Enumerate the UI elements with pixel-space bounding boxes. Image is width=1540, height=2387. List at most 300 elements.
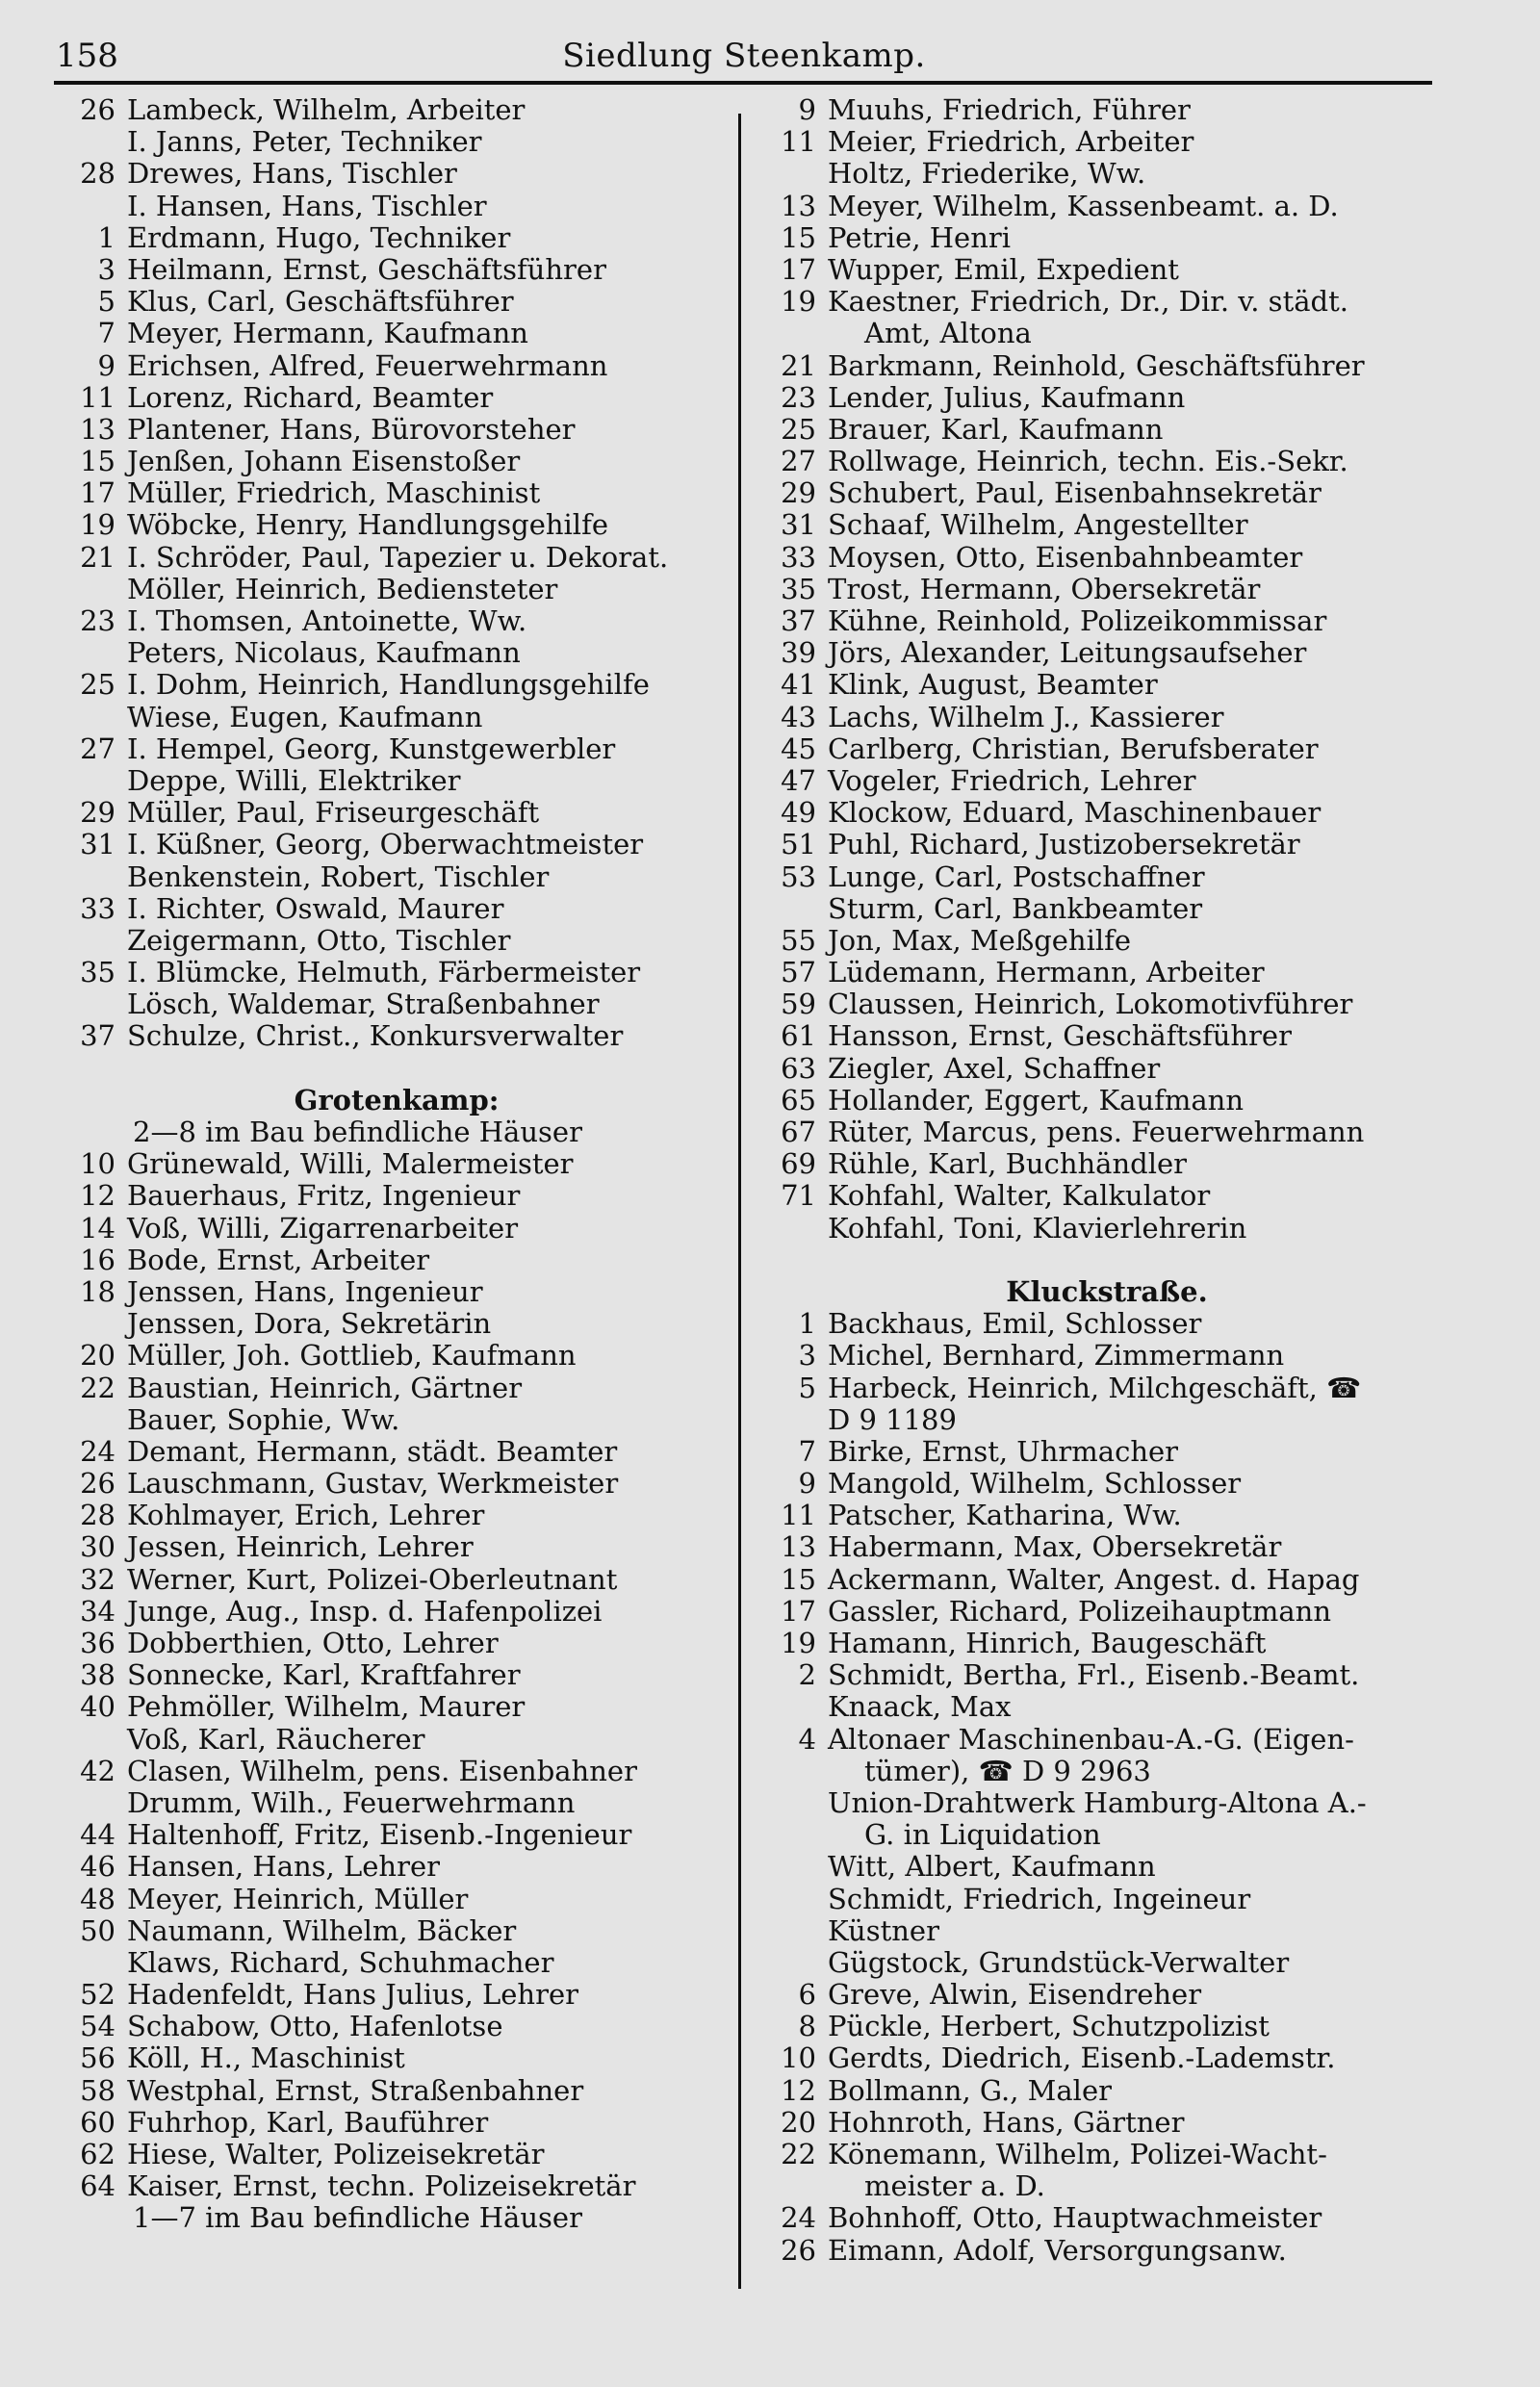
directory-entry xyxy=(60,1373,733,1404)
resident-text: Klaws, Richard, Schuhmacher xyxy=(127,1945,554,1979)
house-number: 60 xyxy=(80,2105,116,2139)
directory-entry xyxy=(760,1116,1453,1148)
resident-text: Ziegler, Axel, Schaffner xyxy=(828,1051,1161,1085)
resident-text: Köll, H., Maschinist xyxy=(127,2041,405,2075)
directory-entry xyxy=(760,988,1453,1020)
resident-text: Klus, Carl, Geschäftsführer xyxy=(127,285,514,319)
directory-entry xyxy=(60,1596,733,1628)
directory-entry xyxy=(760,318,1453,349)
resident-text: Werner, Kurt, Polizei-Oberleutnant xyxy=(127,1562,618,1596)
directory-entry xyxy=(760,861,1453,893)
house-number: 27 xyxy=(80,732,116,765)
house-number: 10 xyxy=(80,1147,116,1181)
house-number: 56 xyxy=(80,2041,116,2075)
construction-note: 2—8 im Bau befindliche Häuser xyxy=(133,1116,582,1148)
house-number: 29 xyxy=(781,476,816,510)
directory-entry xyxy=(60,988,733,1020)
directory-entry xyxy=(60,1468,733,1500)
page-number: 158 xyxy=(56,37,118,75)
house-number: 8 xyxy=(798,2010,816,2043)
directory-entry xyxy=(60,286,733,318)
house-number: 27 xyxy=(781,445,816,478)
directory-entry xyxy=(760,1531,1453,1563)
directory-entry xyxy=(760,1884,1453,1915)
directory-entry xyxy=(760,542,1453,574)
resident-text: Harbeck, Heinrich, Milchgeschäft, ☎ xyxy=(828,1371,1362,1404)
house-number: 26 xyxy=(80,1467,116,1501)
directory-entry xyxy=(60,1691,733,1723)
directory-entry xyxy=(760,669,1453,701)
resident-text: Hansson, Ernst, Geschäftsführer xyxy=(828,1019,1292,1053)
house-number: 42 xyxy=(80,1754,116,1787)
resident-text: Kohfahl, Walter, Kalkulator xyxy=(828,1179,1211,1213)
house-number: 25 xyxy=(781,412,816,446)
house-number: 23 xyxy=(781,380,816,414)
directory-entry xyxy=(60,1628,733,1659)
house-number: 25 xyxy=(80,668,116,702)
resident-text: G. in Liquidation xyxy=(864,1818,1101,1852)
directory-entry xyxy=(60,925,733,957)
house-number: 43 xyxy=(781,700,816,733)
directory-entry xyxy=(60,669,733,701)
house-number: 1 xyxy=(97,220,116,254)
directory-entry xyxy=(760,1851,1453,1883)
resident-text: Clasen, Wilhelm, pens. Eisenbahner xyxy=(127,1754,637,1787)
resident-text: Schaaf, Wilhelm, Angestellter xyxy=(828,508,1248,542)
house-number: 64 xyxy=(80,2169,116,2203)
directory-entry xyxy=(60,414,733,446)
resident-text: Plantener, Hans, Bürovorsteher xyxy=(127,412,576,446)
house-number: 13 xyxy=(781,189,816,222)
directory-entry xyxy=(60,1851,733,1883)
house-number: 55 xyxy=(781,923,816,957)
house-number: 11 xyxy=(781,1499,816,1532)
house-number: 62 xyxy=(80,2138,116,2170)
house-number: 24 xyxy=(781,2201,816,2235)
resident-text: I. Janns, Peter, Techniker xyxy=(127,125,482,159)
resident-text: Gerdts, Diedrich, Eisenb.-Lademstr. xyxy=(828,2041,1336,2075)
house-number: 15 xyxy=(80,445,116,478)
house-number: 44 xyxy=(80,1818,116,1852)
resident-text: Bohnhoff, Otto, Hauptwachmeister xyxy=(828,2201,1322,2235)
directory-entry xyxy=(60,1180,733,1212)
resident-text: Gügstock, Grundstück-Verwalter xyxy=(828,1945,1290,1979)
house-number: 37 xyxy=(781,604,816,637)
resident-text: Pehmöller, Wilhelm, Maurer xyxy=(127,1690,526,1724)
directory-entry xyxy=(760,2011,1453,2042)
resident-text: Knaack, Max xyxy=(828,1690,1012,1724)
directory-entry xyxy=(60,158,733,190)
house-number: 33 xyxy=(781,540,816,574)
house-number: 12 xyxy=(781,2073,816,2107)
directory-entry xyxy=(760,1756,1453,1787)
house-number: 3 xyxy=(97,252,116,286)
resident-text: I. Hempel, Georg, Kunstgewerbler xyxy=(127,732,616,765)
house-number: 6 xyxy=(798,1978,816,2012)
resident-text: Rüter, Marcus, pens. Feuerwehrmann xyxy=(828,1116,1365,1148)
directory-entry xyxy=(60,509,733,541)
resident-text: Kohlmayer, Erich, Lehrer xyxy=(127,1499,485,1532)
directory-entry xyxy=(60,1276,733,1308)
directory-entry xyxy=(760,1148,1453,1180)
directory-entry xyxy=(760,1628,1453,1659)
directory-entry xyxy=(60,318,733,349)
house-number: 34 xyxy=(80,1594,116,1628)
directory-entry xyxy=(60,1245,733,1276)
resident-text: Lorenz, Richard, Beamter xyxy=(127,380,494,414)
resident-text: Amt, Altona xyxy=(864,317,1032,350)
directory-entry xyxy=(760,1724,1453,1756)
resident-text: Greve, Alwin, Eisendreher xyxy=(828,1978,1202,2012)
resident-text: Junge, Aug., Insp. d. Hafenpolizei xyxy=(127,1594,603,1628)
directory-entry xyxy=(60,1979,733,2011)
directory-entry xyxy=(60,2042,733,2074)
directory-entry xyxy=(760,2075,1453,2107)
resident-text: Kaestner, Friedrich, Dr., Dir. v. städt. xyxy=(828,285,1348,319)
resident-text: I. Dohm, Heinrich, Handlungsgehilfe xyxy=(127,668,650,702)
house-number: 67 xyxy=(781,1116,816,1148)
resident-text: Meyer, Hermann, Kaufmann xyxy=(127,317,528,350)
resident-text: Müller, Friedrich, Maschinist xyxy=(127,476,541,510)
resident-text: Sturm, Carl, Bankbeamter xyxy=(828,891,1203,925)
directory-entry xyxy=(60,861,733,893)
house-number: 38 xyxy=(80,1658,116,1692)
resident-text: Demant, Hermann, städt. Beamter xyxy=(127,1434,618,1468)
resident-text: Lunge, Carl, Postschaffner xyxy=(828,860,1205,893)
resident-text: Pückle, Herbert, Schutzpolizist xyxy=(828,2010,1270,2043)
directory-entry xyxy=(60,1340,733,1372)
directory-entry xyxy=(60,1500,733,1531)
house-number: 15 xyxy=(781,1562,816,1596)
resident-text: Hansen, Hans, Lehrer xyxy=(127,1850,440,1884)
header-rule xyxy=(54,81,1432,85)
directory-entry xyxy=(760,1500,1453,1531)
resident-text: I. Hansen, Hans, Tischler xyxy=(127,189,487,222)
section-heading-grotenkamp: Grotenkamp: xyxy=(294,1083,500,1116)
resident-text: Müller, Joh. Gottlieb, Kaufmann xyxy=(127,1339,577,1373)
resident-text: Birke, Ernst, Uhrmacher xyxy=(828,1434,1179,1468)
directory-entry xyxy=(760,382,1453,414)
resident-text: Lachs, Wilhelm J., Kassierer xyxy=(828,700,1224,733)
house-number: 51 xyxy=(781,828,816,861)
directory-entry xyxy=(60,477,733,509)
section-heading-kluckstrasse: Kluckstraße. xyxy=(1006,1274,1208,1308)
directory-entry xyxy=(760,637,1453,669)
house-number: 20 xyxy=(781,2105,816,2139)
house-number: 12 xyxy=(80,1179,116,1213)
resident-text: Jenßen, Johann Eisenstoßer xyxy=(127,445,521,478)
resident-text: meister a. D. xyxy=(864,2169,1045,2203)
house-number: 15 xyxy=(781,220,816,254)
resident-text: Schabow, Otto, Hafenlotse xyxy=(127,2010,503,2043)
directory-entry xyxy=(60,957,733,988)
directory-entry xyxy=(760,1213,1453,1245)
directory-entry xyxy=(60,2075,733,2107)
directory-entry xyxy=(760,414,1453,446)
directory-entry xyxy=(760,477,1453,509)
resident-text: Klink, August, Beamter xyxy=(828,668,1158,702)
directory-entry xyxy=(60,2107,733,2139)
house-number: 23 xyxy=(80,604,116,637)
house-number: 49 xyxy=(781,796,816,830)
resident-text: Naumann, Wilhelm, Bäcker xyxy=(127,1913,517,1947)
house-number: 33 xyxy=(80,891,116,925)
house-number: 50 xyxy=(80,1913,116,1947)
resident-text: Jon, Max, Meßgehilfe xyxy=(828,923,1132,957)
resident-text: Rollwage, Heinrich, techn. Eis.-Sekr. xyxy=(828,445,1348,478)
house-number: 14 xyxy=(80,1211,116,1245)
house-number: 58 xyxy=(80,2073,116,2107)
house-number: 21 xyxy=(781,348,816,382)
resident-text: Erdmann, Hugo, Techniker xyxy=(127,220,511,254)
directory-entry xyxy=(60,382,733,414)
resident-text: Peters, Nicolaus, Kaufmann xyxy=(127,636,521,670)
house-number: 31 xyxy=(80,828,116,861)
resident-text: Klockow, Eduard, Maschinenbauer xyxy=(828,796,1322,830)
resident-text: Fuhrhop, Karl, Bauführer xyxy=(127,2105,489,2139)
house-number: 53 xyxy=(781,860,816,893)
directory-entry xyxy=(760,286,1453,318)
directory-entry xyxy=(60,829,733,860)
resident-text: Jessen, Heinrich, Lehrer xyxy=(127,1530,474,1564)
resident-text: Schubert, Paul, Eisenbahnsekretär xyxy=(828,476,1322,510)
house-number: 54 xyxy=(80,2010,116,2043)
directory-entry xyxy=(760,574,1453,605)
resident-text: Hiese, Walter, Polizeisekretär xyxy=(127,2138,545,2170)
resident-text: Meyer, Wilhelm, Kassenbeamt. a. D. xyxy=(828,189,1339,222)
house-number: 7 xyxy=(798,1434,816,1468)
directory-entry xyxy=(60,1148,733,1180)
directory-entry xyxy=(60,574,733,605)
resident-text: Hollander, Eggert, Kaufmann xyxy=(828,1083,1245,1116)
house-number: 26 xyxy=(80,93,116,126)
resident-text: Möller, Heinrich, Bediensteter xyxy=(127,572,558,605)
resident-text: Lüdemann, Hermann, Arbeiter xyxy=(828,956,1265,989)
directory-entry xyxy=(760,94,1453,126)
house-number: 36 xyxy=(80,1627,116,1659)
directory-entry xyxy=(760,1979,1453,2011)
house-number: 32 xyxy=(80,1562,116,1596)
directory-entry xyxy=(760,2235,1453,2267)
resident-text: I. Thomsen, Antoinette, Ww. xyxy=(127,604,527,637)
resident-text: Kaiser, Ernst, techn. Polizeisekretär xyxy=(127,2169,636,2203)
directory-entry xyxy=(760,1787,1453,1819)
house-number: 4 xyxy=(798,1722,816,1756)
resident-text: I. Küßner, Georg, Oberwachtmeister xyxy=(127,828,644,861)
directory-entry xyxy=(760,1691,1453,1723)
house-number: 57 xyxy=(781,956,816,989)
house-number: 48 xyxy=(80,1882,116,1915)
directory-entry xyxy=(60,1724,733,1756)
house-number: 71 xyxy=(781,1179,816,1213)
house-number: 2 xyxy=(798,1658,816,1692)
directory-entry xyxy=(60,2011,733,2042)
directory-entry xyxy=(760,1564,1453,1596)
resident-text: Carlberg, Christian, Berufsberater xyxy=(828,732,1319,765)
resident-text: I. Blümcke, Helmuth, Färbermeister xyxy=(127,956,641,989)
house-number: 17 xyxy=(781,252,816,286)
house-number: 1 xyxy=(798,1307,816,1341)
resident-text: Kühne, Reinhold, Polizeikommissar xyxy=(828,604,1327,637)
directory-entry xyxy=(760,605,1453,637)
directory-entry xyxy=(760,1020,1453,1052)
resident-text: Lösch, Waldemar, Straßenbahner xyxy=(127,988,600,1021)
resident-text: Backhaus, Emil, Schlosser xyxy=(828,1307,1202,1341)
resident-text: I. Richter, Oswald, Maurer xyxy=(127,891,504,925)
directory-entry xyxy=(760,158,1453,190)
directory-entry xyxy=(60,222,733,254)
resident-text: Jenssen, Hans, Ingenieur xyxy=(127,1274,483,1308)
directory-entry xyxy=(60,126,733,158)
resident-text: Meier, Friedrich, Arbeiter xyxy=(828,125,1194,159)
directory-entry xyxy=(60,350,733,382)
directory-entry xyxy=(60,1436,733,1468)
directory-entry xyxy=(60,2139,733,2170)
resident-text: Brauer, Karl, Kaufmann xyxy=(828,412,1164,446)
resident-text: Michel, Bernhard, Zimmermann xyxy=(828,1339,1285,1373)
house-number: 69 xyxy=(781,1147,816,1181)
resident-text: Bauer, Sophie, Ww. xyxy=(127,1402,400,1436)
directory-entry xyxy=(60,1947,733,1979)
directory-entry xyxy=(760,222,1453,254)
directory-entry xyxy=(760,1373,1453,1404)
house-number: 19 xyxy=(781,285,816,319)
directory-entry xyxy=(760,191,1453,222)
resident-text: Ackermann, Walter, Angest. d. Hapag xyxy=(828,1562,1360,1596)
directory-entry xyxy=(60,637,733,669)
resident-text: tümer), ☎ D 9 2963 xyxy=(864,1754,1151,1787)
house-number: 5 xyxy=(97,285,116,319)
directory-entry xyxy=(760,2170,1453,2202)
resident-text: Barkmann, Reinhold, Geschäftsführer xyxy=(828,348,1365,382)
directory-entry xyxy=(760,1340,1453,1372)
house-number: 65 xyxy=(781,1083,816,1116)
left-column xyxy=(60,94,733,2308)
directory-entry xyxy=(760,2042,1453,2074)
resident-text: Witt, Albert, Kaufmann xyxy=(828,1850,1156,1884)
resident-text: Grünewald, Willi, Malermeister xyxy=(127,1147,574,1181)
resident-text: Union-Drahtwerk Hamburg-Altona A.- xyxy=(828,1785,1367,1819)
resident-text: Westphal, Ernst, Straßenbahner xyxy=(127,2073,584,2107)
directory-entry xyxy=(60,1819,733,1851)
directory-entry xyxy=(760,1404,1453,1436)
resident-text: Bode, Ernst, Arbeiter xyxy=(127,1243,430,1276)
directory-entry xyxy=(760,2139,1453,2170)
resident-text: Wiese, Eugen, Kaufmann xyxy=(127,700,483,733)
house-number: 47 xyxy=(781,763,816,797)
house-number: 19 xyxy=(80,508,116,542)
house-number: 13 xyxy=(781,1530,816,1564)
house-number: 28 xyxy=(80,157,116,191)
blank-line xyxy=(760,1245,1453,1276)
resident-text: Könemann, Wilhelm, Polizei-Wacht- xyxy=(828,2138,1327,2170)
directory-entry xyxy=(760,829,1453,860)
column-divider xyxy=(738,114,741,2289)
directory-entry xyxy=(60,1213,733,1245)
directory-entry xyxy=(60,94,733,126)
running-title: Siedlung Steenkamp. xyxy=(562,37,926,75)
directory-entry xyxy=(760,1947,1453,1979)
directory-entry xyxy=(60,702,733,733)
directory-entry xyxy=(60,765,733,797)
directory-entry xyxy=(60,191,733,222)
resident-text: Zeigermann, Otto, Tischler xyxy=(127,923,511,957)
directory-entry xyxy=(760,1596,1453,1628)
directory-entry xyxy=(760,1308,1453,1340)
house-number: 10 xyxy=(781,2041,816,2075)
resident-text: Lender, Julius, Kaufmann xyxy=(828,380,1186,414)
directory-entry xyxy=(760,1085,1453,1116)
resident-text: Drumm, Wilh., Feuerwehrmann xyxy=(127,1785,576,1819)
house-number: 40 xyxy=(80,1690,116,1724)
directory-entry xyxy=(60,797,733,829)
house-number: 20 xyxy=(80,1339,116,1373)
house-number: 30 xyxy=(80,1530,116,1564)
directory-entry xyxy=(60,605,733,637)
construction-note: 1—7 im Bau befindliche Häuser xyxy=(133,2201,582,2235)
house-number: 17 xyxy=(781,1594,816,1628)
resident-text: Wöbcke, Henry, Handlungsgehilfe xyxy=(127,508,608,542)
resident-text: Wupper, Emil, Expedient xyxy=(828,252,1179,286)
directory-entry xyxy=(760,702,1453,733)
house-number: 21 xyxy=(80,540,116,574)
house-number: 11 xyxy=(781,125,816,159)
resident-text: Puhl, Richard, Justizobersekretär xyxy=(828,828,1300,861)
house-number: 7 xyxy=(97,317,116,350)
house-number: 22 xyxy=(781,2138,816,2170)
house-number: 28 xyxy=(80,1499,116,1532)
resident-text: Voß, Willi, Zigarrenarbeiter xyxy=(127,1211,519,1245)
directory-entry xyxy=(60,2170,733,2202)
house-number: 37 xyxy=(80,1019,116,1053)
resident-text: Moysen, Otto, Eisenbahnbeamter xyxy=(828,540,1303,574)
resident-text: Voß, Karl, Räucherer xyxy=(127,1722,425,1756)
resident-text: Schulze, Christ., Konkursverwalter xyxy=(127,1019,624,1053)
resident-text: Muuhs, Friedrich, Führer xyxy=(828,93,1191,126)
page-header xyxy=(56,31,1432,81)
house-number: 41 xyxy=(781,668,816,702)
blank-line xyxy=(60,1053,733,1085)
house-number: 46 xyxy=(80,1850,116,1884)
resident-text: Hohnroth, Hans, Gärtner xyxy=(828,2105,1185,2139)
directory-entry xyxy=(760,957,1453,988)
resident-text: Petrie, Henri xyxy=(828,220,1012,254)
resident-text: Hamann, Hinrich, Baugeschäft xyxy=(828,1627,1267,1659)
house-number: 18 xyxy=(80,1274,116,1308)
house-number: 17 xyxy=(80,476,116,510)
directory-entry xyxy=(60,1564,733,1596)
resident-text: Vogeler, Friedrich, Lehrer xyxy=(828,763,1196,797)
directory-entry xyxy=(760,925,1453,957)
directory-entry xyxy=(760,733,1453,765)
house-number: 13 xyxy=(80,412,116,446)
directory-entry xyxy=(60,1404,733,1436)
directory-entry xyxy=(760,1436,1453,1468)
house-number: 11 xyxy=(80,380,116,414)
resident-text: Haltenhoff, Fritz, Eisenb.-Ingenieur xyxy=(127,1818,632,1852)
resident-text: Schmidt, Friedrich, Ingeineur xyxy=(828,1882,1251,1915)
house-number: 63 xyxy=(781,1051,816,1085)
resident-text: Erichsen, Alfred, Feuerwehrmann xyxy=(127,348,608,382)
directory-entry xyxy=(60,1531,733,1563)
directory-entry xyxy=(760,350,1453,382)
house-number: 9 xyxy=(798,1467,816,1501)
directory-entry xyxy=(60,542,733,574)
directory-entry xyxy=(760,797,1453,829)
house-number: 16 xyxy=(80,1243,116,1276)
directory-entry xyxy=(760,446,1453,477)
resident-text: Kohfahl, Toni, Klavierlehrerin xyxy=(828,1211,1247,1245)
